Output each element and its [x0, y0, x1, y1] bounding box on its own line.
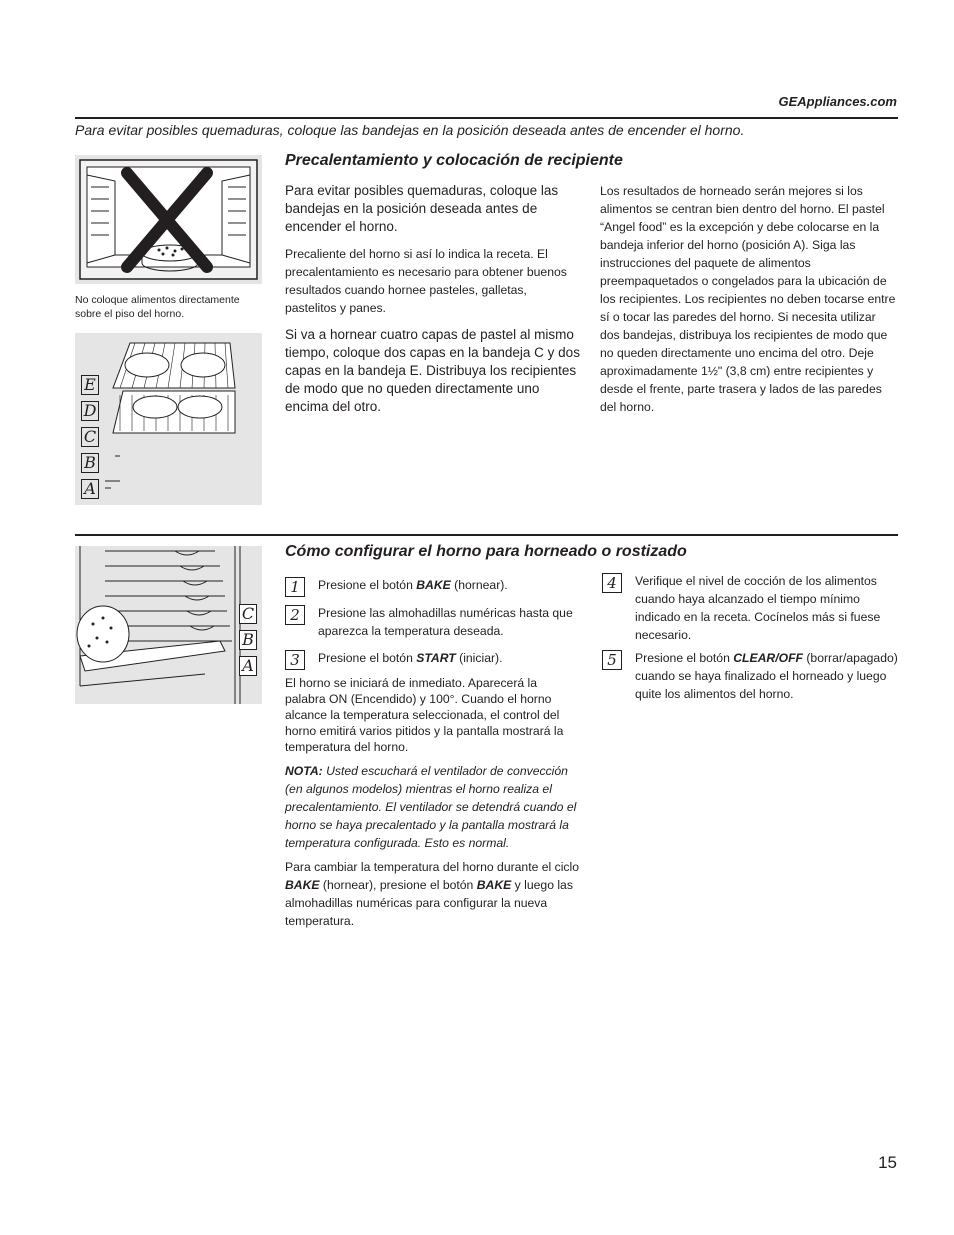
page-number: 15 — [878, 1153, 897, 1172]
rack-label-a: A — [239, 656, 257, 676]
step-number: 4 — [602, 573, 622, 593]
rack-positions-figure — [75, 333, 262, 505]
rack-label-c: C — [81, 427, 99, 447]
paragraph: Si va a hornear cuatro capas de pastel al mismo tiempo, coloque dos capas en la bandeja C y dos capas en la bandeja E. Distribuya los recipientes de modo que no queden directamente uno encima del otro. — [285, 327, 580, 414]
section-rule — [75, 534, 898, 536]
section1-title: Precalentamiento y colocación de recipiente — [285, 152, 623, 169]
paragraph: Para cambiar la temperatura del horno durante el ciclo BAKE (hornear), presione el botón BAKE y luego las almohadillas numéricas para configurar la nueva temperatura. — [285, 860, 580, 928]
note-text: Usted escuchará el ventilador de convección (en algunos modelos) mientras el horno realiza el precalentamiento. El ventilador se detendrá cuando el horno se haya precalentado y la pantalla mostrará la temperatura configurada. Esto es normal. — [285, 764, 577, 850]
step-5: 5 Presione el botón CLEAR/OFF (borrar/apagado) cuando se haya finalizado el horneado y luego quite los alimentos del horno. — [602, 649, 898, 703]
site-url: GEAppliances.com — [778, 94, 897, 109]
paragraph: Para evitar posibles quemaduras, coloque las bandejas en la posición deseada antes de encender el horno. — [285, 183, 559, 234]
figure-caption: No coloque alimentos directamente sobre el piso del horno. — [75, 294, 240, 320]
paragraph: Los resultados de horneado serán mejores si los alimentos se centran bien dentro del horno. El pastel “Angel food” es la excepción y debe colocarse en la bandeja inferior del horno (posición A). Siga las instrucciones del paquete de alimentos preempaquetados o congelados para la ubicación de los recipientes. Los recipientes no deben tocarse entre sí o tocar las paredes del horno. Si necesita utilizar dos bandejas, distribuya los recipientes de modo que no queden directamente uno encima del otro. Deje aproximadamente 1½" (3,8 cm) entre recipientes y desde el frente, parte trasera y lados de las paredes del horno. — [600, 184, 896, 414]
paragraph: El horno se iniciará de inmediato. Aparecerá la palabra ON (Encendido) y 100°. Cuando el horno alcance la temperatura seleccionada, el control del horno emitirá varios pitidos y la pantalla mostrará la temperatura del horno. — [285, 676, 564, 754]
paragraph: Precaliente del horno si así lo indica la receta. El precalentamiento es necesario para obtener buenos resultados cuando hornee pasteles, galletas, pastelitos y panes. — [285, 247, 567, 315]
section1-col2 — [600, 182, 898, 416]
section2-title: Cómo configurar el horno para horneado o rostizado — [285, 543, 687, 560]
rack-label-b: B — [239, 630, 257, 650]
step-number: 1 — [285, 577, 305, 597]
rack-label-a: A — [81, 479, 99, 499]
header-rule — [75, 117, 898, 119]
rack-label-c: C — [239, 604, 257, 624]
step-number: 5 — [602, 650, 622, 670]
step-3: 3 Presione el botón START (iniciar). — [285, 649, 585, 670]
rack-label-b: B — [81, 453, 99, 473]
step-1: 1 Presione el botón BAKE (hornear). — [285, 576, 585, 597]
section1-col1 — [285, 182, 580, 416]
step-number: 3 — [285, 650, 305, 670]
oven-no-floor-figure — [75, 155, 262, 284]
intro-text: Para evitar posibles quemaduras, coloque las bandejas en la posición deseada antes de encender el horno. — [75, 122, 745, 138]
step-2: 2 Presione las almohadillas numéricas hasta que aparezca la temperatura deseada. — [285, 604, 585, 640]
section2-col1-text — [285, 675, 580, 930]
step-number: 2 — [285, 605, 305, 625]
note-paragraph — [285, 762, 580, 852]
rack-label-d: D — [81, 401, 99, 421]
oven-racks-figure — [75, 546, 262, 704]
rack-label-e: E — [81, 375, 99, 395]
note-label: NOTA: — [285, 764, 323, 778]
step-4: 4 Verifique el nivel de cocción de los alimentos cuando haya alcanzado el tiempo mínimo indicado en la receta. Cocínelos más si fuese necesario. — [602, 572, 898, 644]
